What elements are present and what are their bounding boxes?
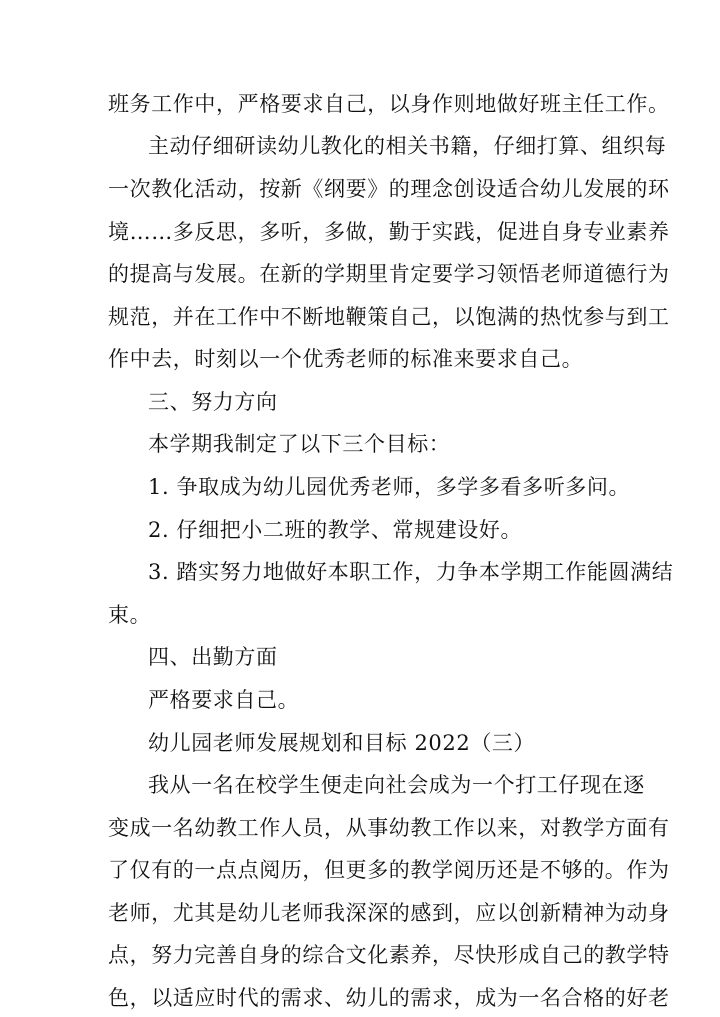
text-line: 境……多反思，多听，多做，勤于实践，促进自身专业素养 — [108, 220, 670, 244]
text-line: 束。 — [108, 603, 152, 627]
text-line: 一次教化活动，按新《纲要》的理念创设适合幼儿发展的环 — [108, 177, 670, 201]
paragraph-first-line: 主动仔细研读幼儿教化的相关书籍，仔细打算、组织每 — [148, 134, 667, 158]
list-item: 3. 踏实努力地做好本职工作，力争本学期工作能圆满结 — [148, 560, 674, 584]
text-line: 老师，尤其是幼儿老师我深深的感到，应以创新精神为动身 — [108, 901, 670, 925]
section-heading: 四、出勤方面 — [148, 645, 278, 669]
text-line: 作中去，时刻以一个优秀老师的标准来要求自己。 — [108, 347, 584, 371]
paragraph-first-line: 严格要求自己。 — [148, 688, 300, 712]
text-line: 规范，并在工作中不断地鞭策自己，以饱满的热忱参与到工 — [108, 305, 670, 329]
paragraph-first-line: 本学期我制定了以下三个目标： — [148, 432, 451, 456]
text-line: 的提高与发展。在新的学期里肯定要学习领悟老师道德行为 — [108, 262, 670, 286]
article-title: 幼儿园老师发展规划和目标 2022（三） — [148, 731, 536, 755]
text-line: 了仅有的一点点阅历，但更多的教学阅历还是不够的。作为 — [108, 858, 670, 882]
text-line: 变成一名幼教工作人员，从事幼教工作以来，对教学方面有 — [108, 816, 670, 840]
paragraph-first-line: 我从一名在校学生便走向社会成为一个打工仔现在逐 — [148, 773, 645, 797]
text-line: 色，以适应时代的需求、幼儿的需求，成为一名合格的好老 — [108, 986, 670, 1010]
list-item: 1. 争取成为幼儿园优秀老师，多学多看多听多问。 — [148, 475, 631, 499]
list-item: 2. 仔细把小二班的教学、常规建设好。 — [148, 518, 523, 542]
text-line: 班务工作中，严格要求自己，以身作则地做好班主任工作。 — [108, 92, 670, 116]
text-line: 点，努力完善自身的综合文化素养，尽快形成自己的教学特 — [108, 943, 670, 967]
section-heading: 三、努力方向 — [148, 390, 278, 414]
